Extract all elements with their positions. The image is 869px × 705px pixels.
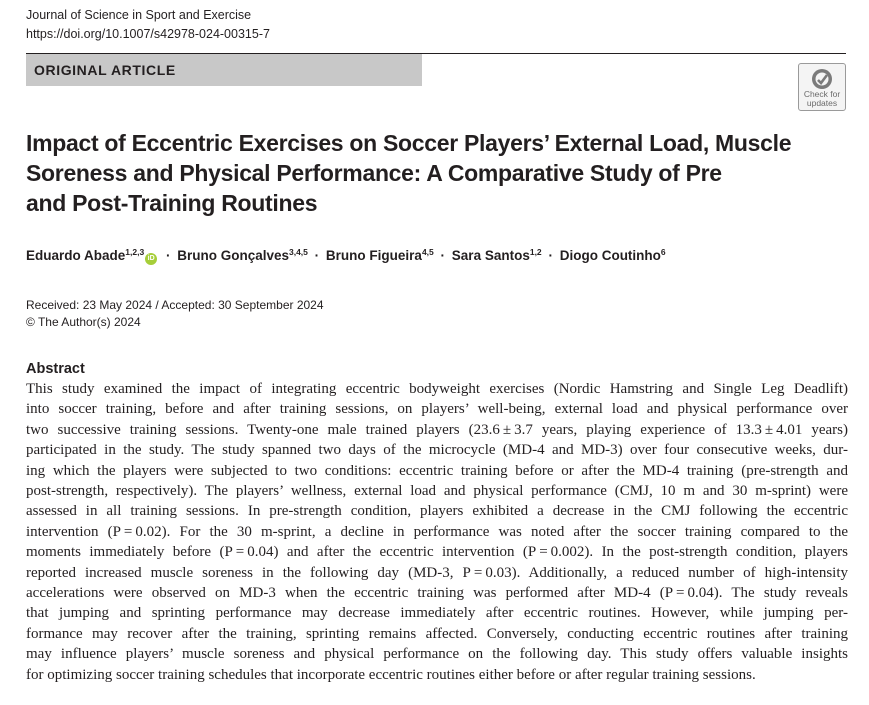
doi-link[interactable]: https://doi.org/10.1007/s42978-024-00315-7 (26, 27, 270, 41)
author-affiliation: 6 (660, 247, 666, 257)
author-name[interactable]: Eduardo Abade (26, 248, 126, 263)
abstract-line: two successive training sessions. Twenty-one male trained players (23.6 ± 3.7 years, playing experience of 13.3 ± 4.01 years) (26, 421, 848, 438)
abstract-line: This study examined the impact of integrating eccentric bodyweight exercises (Nordic Hamstring and Single Leg Deadlift) (26, 381, 848, 397)
article-type-label: ORIGINAL ARTICLE (26, 54, 422, 86)
title-line: Impact of Eccentric Exercises on Soccer Players’ External Load, Muscle (26, 130, 792, 156)
abstract-line: for optimizing soccer training schedules that incorporate eccentric routines either before or after regular training sessions. (26, 666, 756, 683)
abstract-line: ing which the players were subjected to two conditions: eccentric training before or after the MD-4 training (pre-strength and (26, 462, 848, 479)
author-name[interactable]: Diogo Coutinho (559, 248, 661, 263)
abstract-line: formance may recover after the training, sprinting remains affected. Conversely, conducting eccentric routines after training (26, 625, 848, 642)
check-for-updates-button[interactable] (798, 63, 846, 111)
abstract-line: into soccer training, before and after training sessions, on players’ well-being, external load and physical performance over (26, 401, 848, 418)
abstract-line: participated in the study. The study spanned two days of the microcycle (MD-4 and MD-3) over four consecutive weeks, dur- (26, 442, 848, 459)
abstract-line: accelerations were observed on MD-3 when the eccentric training was performed after MD-4 (P = 0.04). The study reveals (26, 585, 848, 602)
copyright-notice: © The Author(s) 2024 (26, 315, 141, 329)
author-separator: · (314, 248, 320, 263)
orcid-icon[interactable]: iD (145, 253, 157, 265)
author-affiliation: 1,2,3 (125, 247, 145, 257)
abstract-line: assessed in all training sessions. In pre-strength condition, players exhibited a decrease in the CMJ following the eccentric (26, 503, 848, 520)
title-line: and Post-Training Routines (26, 190, 318, 216)
author-affiliation: 1,2 (529, 247, 542, 257)
author-affiliation: 3,4,5 (288, 247, 308, 257)
author-name[interactable]: Sara Santos (451, 248, 530, 263)
abstract-line: moments immediately before (P = 0.04) and after the eccentric intervention (P = 0.002). In the post-strength condition, players (26, 544, 848, 561)
check-for-updates-line1: Check for (803, 89, 841, 99)
check-for-updates-line2: updates (806, 98, 838, 108)
abstract-text (26, 379, 848, 685)
author-name[interactable]: Bruno Figueira (325, 248, 422, 263)
author-separator: · (548, 248, 553, 263)
abstract-line: reported increased muscle soreness in the following day (MD-3, P = 0.03). Additionally, a reduced number of high-intensity (26, 564, 848, 581)
title-line: Soreness and Physical Performance: A Comparative Study of Pre (26, 160, 722, 186)
abstract-heading: Abstract (26, 361, 85, 377)
author-name[interactable]: Bruno Gonçalves (177, 248, 289, 263)
author-affiliation: 4,5 (421, 247, 434, 257)
author-separator: · (165, 248, 171, 263)
article-title (26, 128, 806, 218)
author-separator: · (440, 248, 446, 263)
check-for-updates-icon (811, 68, 833, 90)
abstract-line: intervention (P = 0.02). For the 30 m-sprint, a decline in performance was noted after the soccer training compared to the (26, 523, 848, 540)
author-list (26, 246, 666, 266)
abstract-line: post-strength, respectively). The players’ wellness, external load and physical performance (CMJ, 10 m and 30 m-sprint) were (26, 483, 848, 500)
received-accepted-dates: Received: 23 May 2024 / Accepted: 30 September 2024 (26, 298, 324, 312)
abstract-line: may influence players’ muscle soreness and physical performance on the following day. This study offers valuable insights (26, 646, 848, 663)
abstract-line: that jumping and sprinting performance may decrease immediately after eccentric routines. However, while jumping per- (26, 605, 848, 622)
journal-name: Journal of Science in Sport and Exercise (26, 8, 252, 22)
